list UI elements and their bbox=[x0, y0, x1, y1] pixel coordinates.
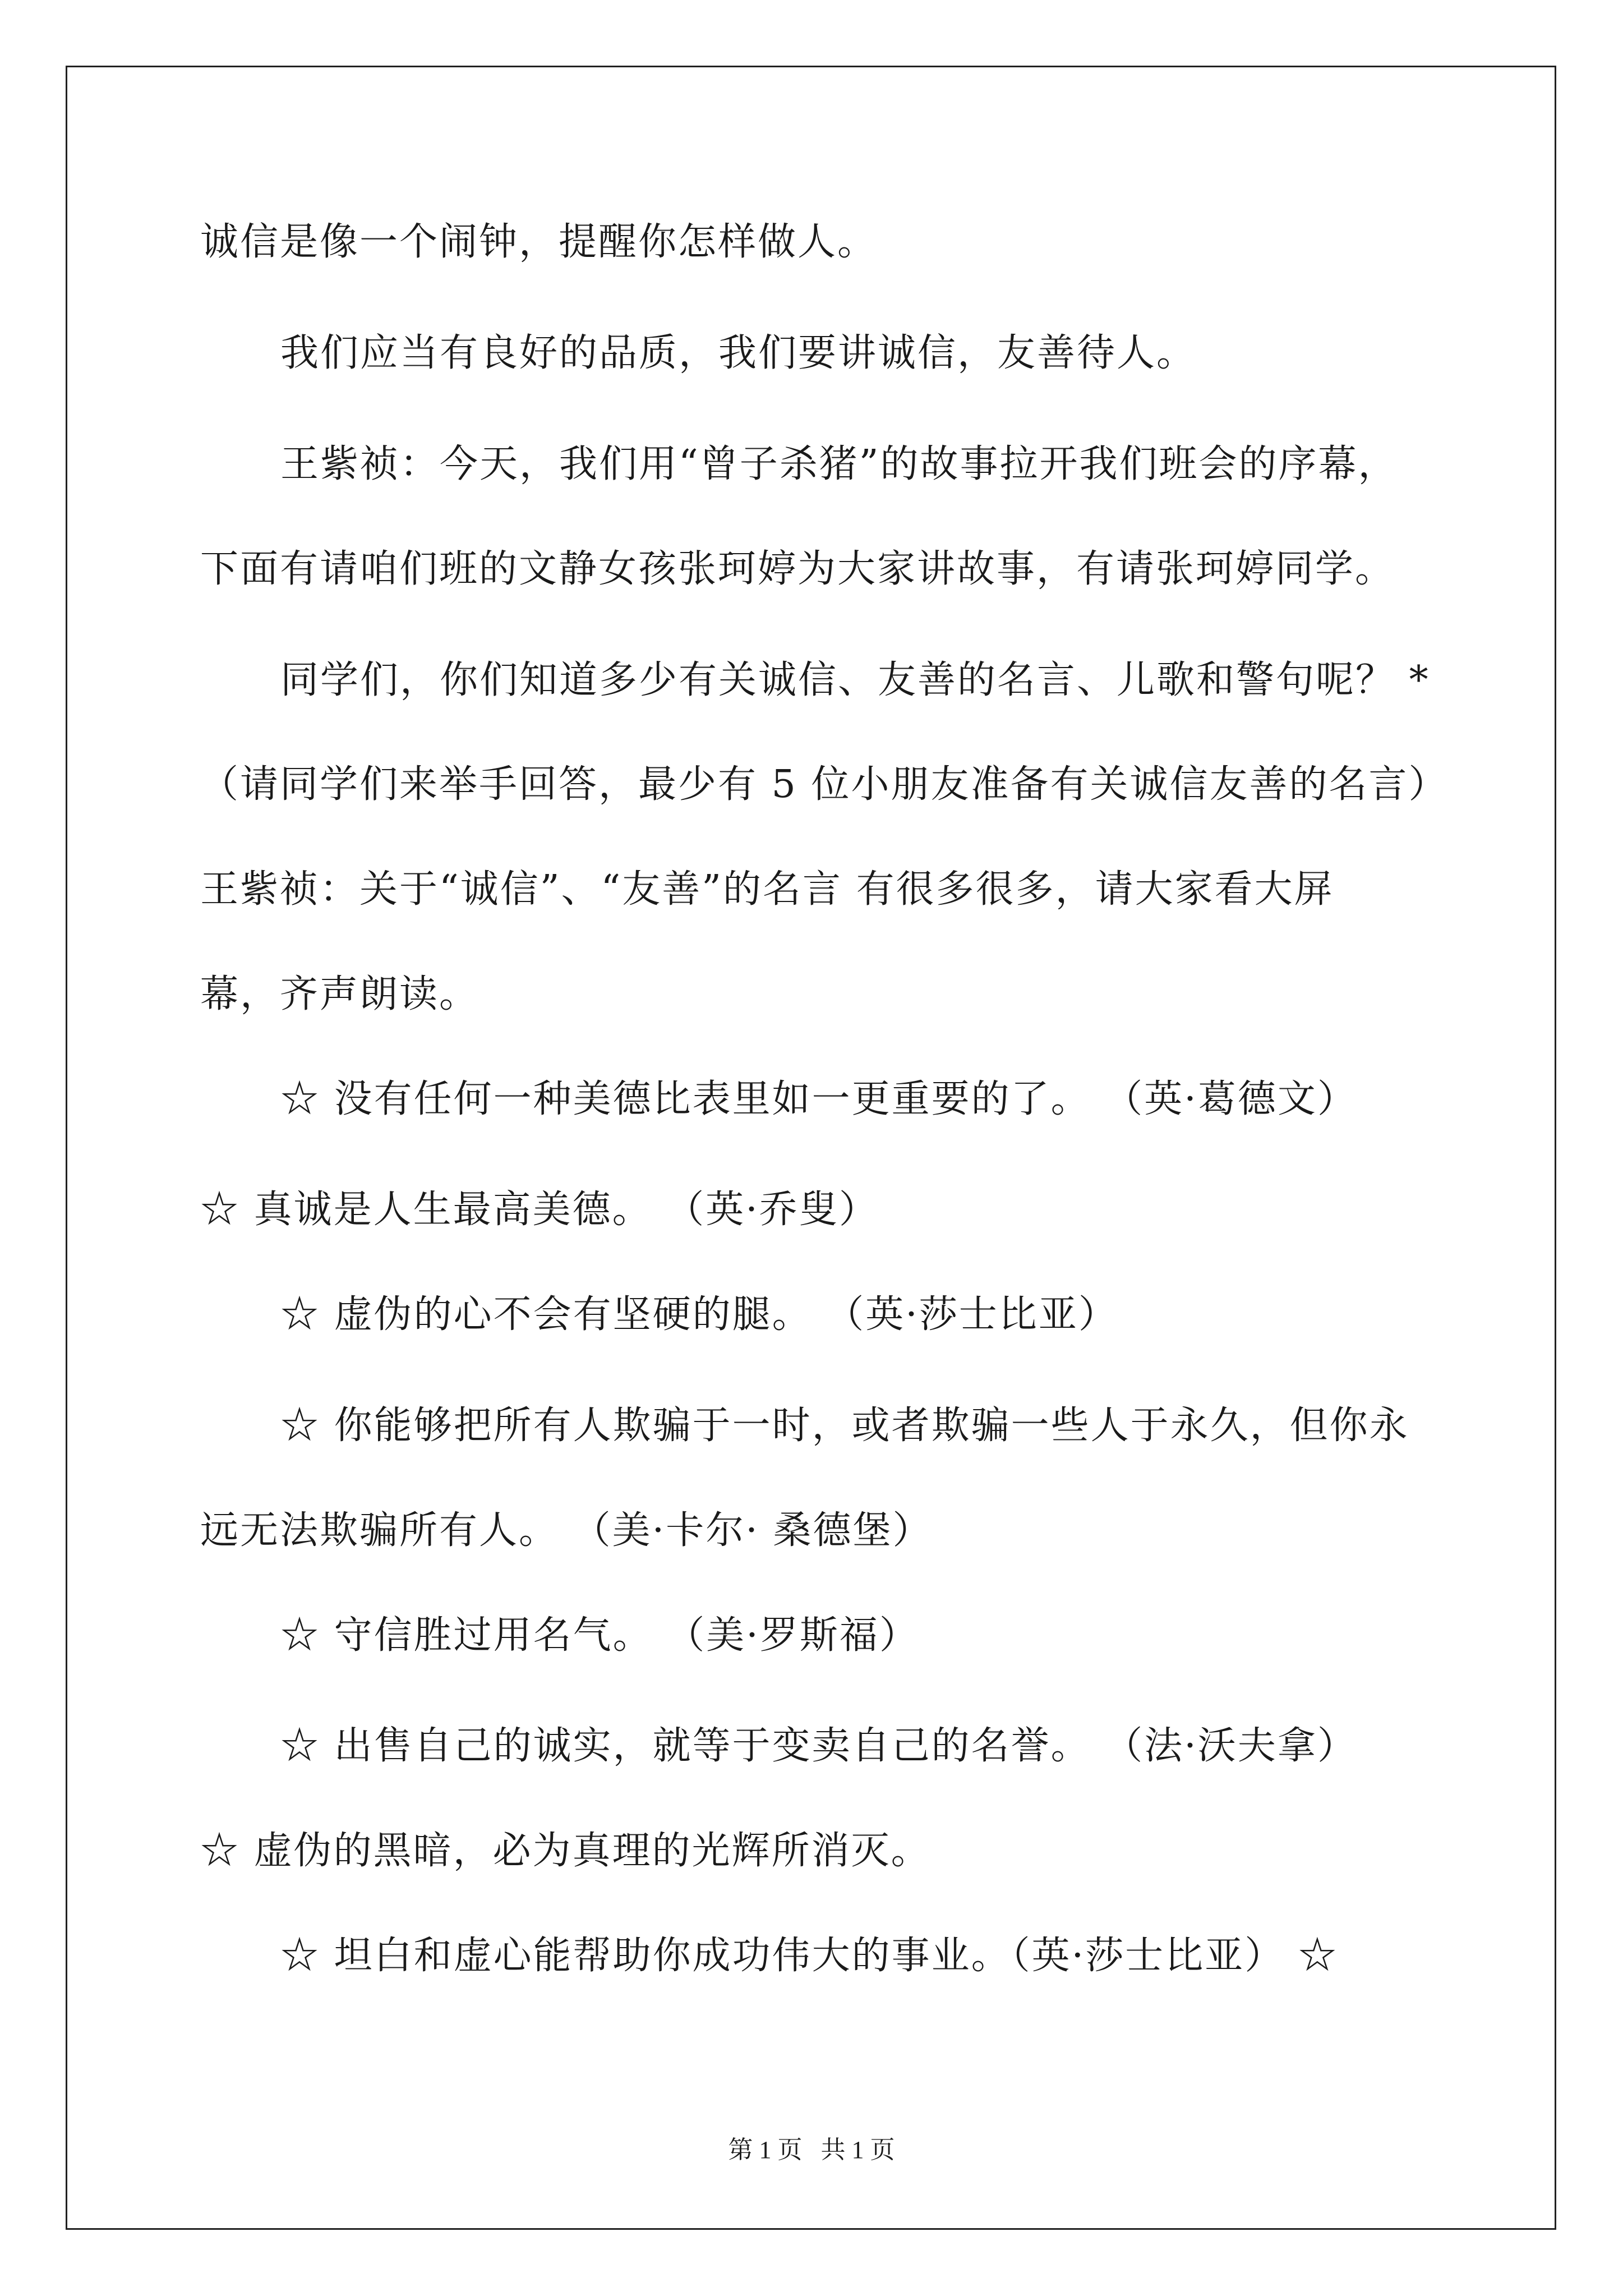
quote-line-7: ☆ 虚伪的黑暗，必为真理的光辉所消灭。 bbox=[200, 1829, 931, 1873]
text-line-4: 下面有请咱们班的文静女孩张珂婷为大家讲故事，有请张珂婷同学。 bbox=[200, 547, 1395, 591]
quote-line-6: ☆ 出售自己的诚实，就等于变卖自己的名誉。 （法·沃夫拿） bbox=[280, 1724, 1357, 1768]
text-line-3: 王紫祯：今天，我们用“曾子杀猪”的故事拉开我们班会的序幕， bbox=[280, 442, 1398, 486]
text-line-1: 诚信是像一个闹钟，提醒你怎样做人。 bbox=[200, 220, 878, 264]
quote-line-8: ☆ 坦白和虚心能帮助你成功伟大的事业。（英·莎士比亚） ☆ bbox=[280, 1934, 1338, 1978]
quote-line-4: ☆ 你能够把所有人欺骗于一时，或者欺骗一些人于永久，但你永 bbox=[280, 1404, 1409, 1448]
page-border bbox=[66, 66, 1556, 2230]
text-line-7: 王紫祯：关于“诚信”、“友善”的名言 有很多很多，请大家看大屏 bbox=[200, 867, 1334, 912]
quote-line-4-cont: 远无法欺骗所有人。 （美·卡尔· 桑德堡） bbox=[200, 1508, 933, 1553]
text-line-5: 同学们，你们知道多少有关诚信、友善的名言、儿歌和警句呢？ * bbox=[280, 658, 1430, 702]
text-line-6: （请同学们来举手回答，最少有 5 位小朋友准备有关诚信友善的名言） bbox=[200, 762, 1449, 807]
text-line-8: 幕，齐声朗读。 bbox=[200, 972, 479, 1016]
quote-line-1: ☆ 没有任何一种美德比表里如一更重要的了。 （英·葛德文） bbox=[280, 1077, 1357, 1121]
quote-line-2: ☆ 真诚是人生最高美德。 （英·乔叟） bbox=[200, 1188, 879, 1232]
quote-line-3: ☆ 虚伪的心不会有坚硬的腿。 （英·莎士比亚） bbox=[280, 1292, 1118, 1337]
quote-line-5: ☆ 守信胜过用名气。 （美·罗斯福） bbox=[280, 1613, 919, 1658]
page-number: 第 1 页 共 1 页 bbox=[728, 2136, 895, 2164]
text-line-2: 我们应当有良好的品质，我们要讲诚信，友善待人。 bbox=[280, 331, 1197, 375]
